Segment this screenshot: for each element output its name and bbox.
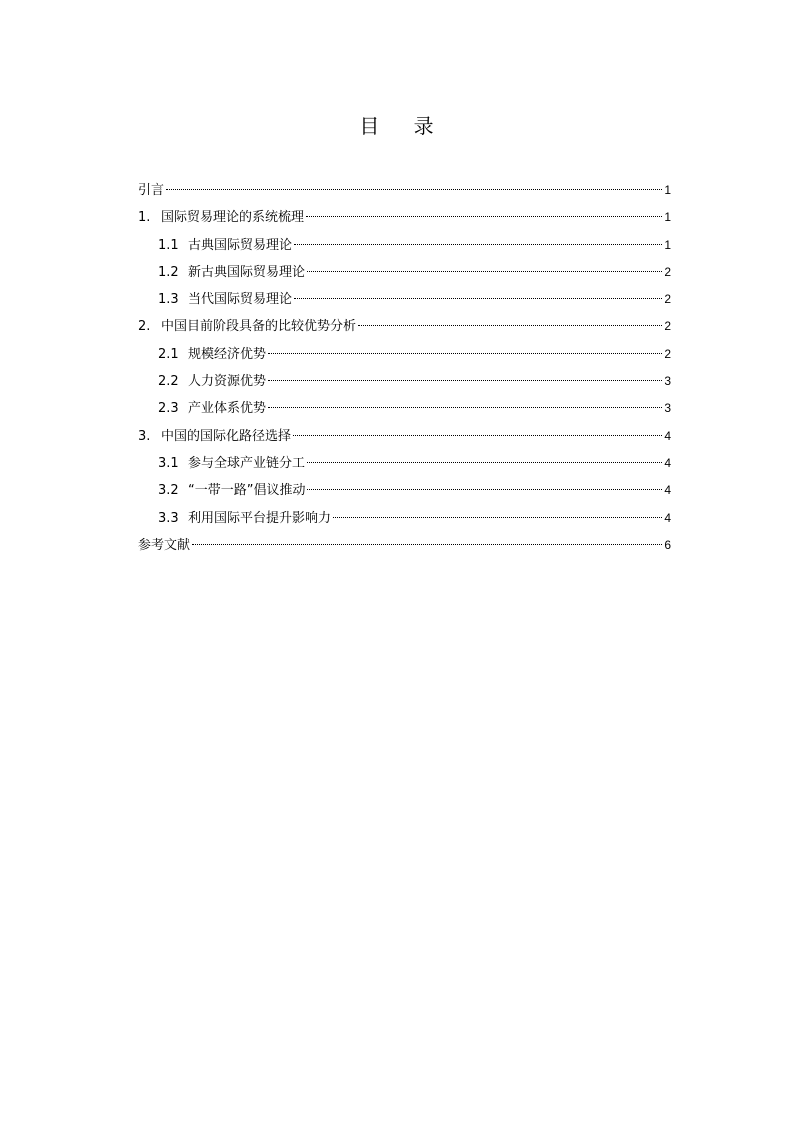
dot-leader: [307, 489, 662, 490]
dot-leader: [306, 216, 662, 217]
dot-leader: [307, 462, 662, 463]
toc-page-number: 2: [664, 346, 671, 361]
toc-entry-text: 国际贸易理论的系统梳理: [161, 210, 305, 226]
toc-entry-section-2-2[interactable]: [138, 368, 671, 395]
toc-entry-number: 3.1: [158, 455, 179, 471]
toc-entry-number: 2.2: [158, 374, 179, 390]
dot-leader: [293, 435, 662, 436]
dot-leader: [268, 353, 662, 354]
toc-entry-section-2-3[interactable]: [138, 395, 671, 422]
toc-entry-section-1-1[interactable]: [138, 232, 671, 259]
toc-entry-section-1-2[interactable]: [138, 259, 671, 286]
toc-entry-number: 2.3: [158, 401, 179, 417]
toc-entry-intro[interactable]: [138, 177, 671, 204]
toc-entry-text: 当代国际贸易理论: [188, 292, 293, 308]
toc-entry-section-3-1[interactable]: [138, 450, 671, 477]
dot-leader: [307, 271, 662, 272]
toc-entry-text: 规模经济优势: [188, 346, 267, 362]
toc-page-number: 6: [664, 537, 671, 552]
toc-entry-number: 3.: [138, 428, 151, 444]
toc-entry-number: 1.: [138, 210, 151, 226]
toc-entry-text: 人力资源优势: [188, 374, 267, 390]
toc-page-number: 1: [664, 210, 671, 225]
toc-entry-section-3-3[interactable]: [138, 505, 671, 532]
toc-entry-number: 1.3: [158, 292, 179, 308]
toc-page-number: 1: [664, 183, 671, 197]
toc-page-number: 4: [664, 510, 671, 525]
toc-entry-text: 新古典国际贸易理论: [188, 264, 306, 280]
dot-leader: [358, 325, 662, 326]
dot-leader: [192, 544, 662, 545]
toc-entry-text: 产业体系优势: [188, 401, 267, 417]
toc-entry-references[interactable]: [138, 532, 671, 559]
toc-entry-section-2-1[interactable]: [138, 341, 671, 368]
toc-page-number: 2: [664, 319, 671, 334]
toc-entry-text: 中国目前阶段具备的比较优势分析: [161, 319, 357, 335]
toc-entry-text: 中国的国际化路径选择: [161, 428, 292, 444]
dot-leader: [268, 380, 662, 381]
toc-entry-text: 引言: [138, 183, 165, 198]
toc-entry-text: 参与全球产业链分工: [188, 455, 306, 471]
dot-leader: [294, 298, 662, 299]
toc-entry-chapter-1[interactable]: [138, 204, 671, 231]
toc-entry-number: 2.: [138, 319, 151, 335]
toc-page-number: 4: [664, 428, 671, 443]
toc-page-number: 3: [664, 401, 671, 416]
toc-entry-number: 3.2: [158, 483, 179, 499]
toc-page-number: 2: [664, 264, 671, 279]
toc-entry-number: 1.1: [158, 237, 179, 253]
table-of-contents: [138, 177, 671, 559]
toc-entry-number: 2.1: [158, 346, 179, 362]
toc-entry-text: 参考文献: [138, 537, 191, 553]
toc-entry-section-1-3[interactable]: [138, 286, 671, 313]
toc-entry-text: 利用国际平台提升影响力: [188, 510, 332, 526]
dot-leader: [333, 517, 662, 518]
toc-entry-chapter-3[interactable]: [138, 423, 671, 450]
toc-entry-number: 3.3: [158, 510, 179, 526]
dot-leader: [166, 189, 662, 190]
toc-page-number: 1: [664, 237, 671, 252]
toc-page-number: 3: [664, 374, 671, 389]
toc-entry-text: “一带一路”倡议推动: [188, 483, 306, 499]
toc-page-number: 2: [664, 292, 671, 307]
toc-title: 目 录: [359, 114, 448, 138]
toc-page-number: 4: [664, 455, 671, 470]
toc-entry-text: 古典国际贸易理论: [188, 237, 293, 253]
dot-leader: [268, 407, 662, 408]
toc-page-number: 4: [664, 483, 671, 498]
toc-entry-number: 1.2: [158, 264, 179, 280]
toc-entry-section-3-2[interactable]: [138, 477, 671, 504]
toc-entry-chapter-2[interactable]: [138, 313, 671, 340]
dot-leader: [294, 244, 662, 245]
